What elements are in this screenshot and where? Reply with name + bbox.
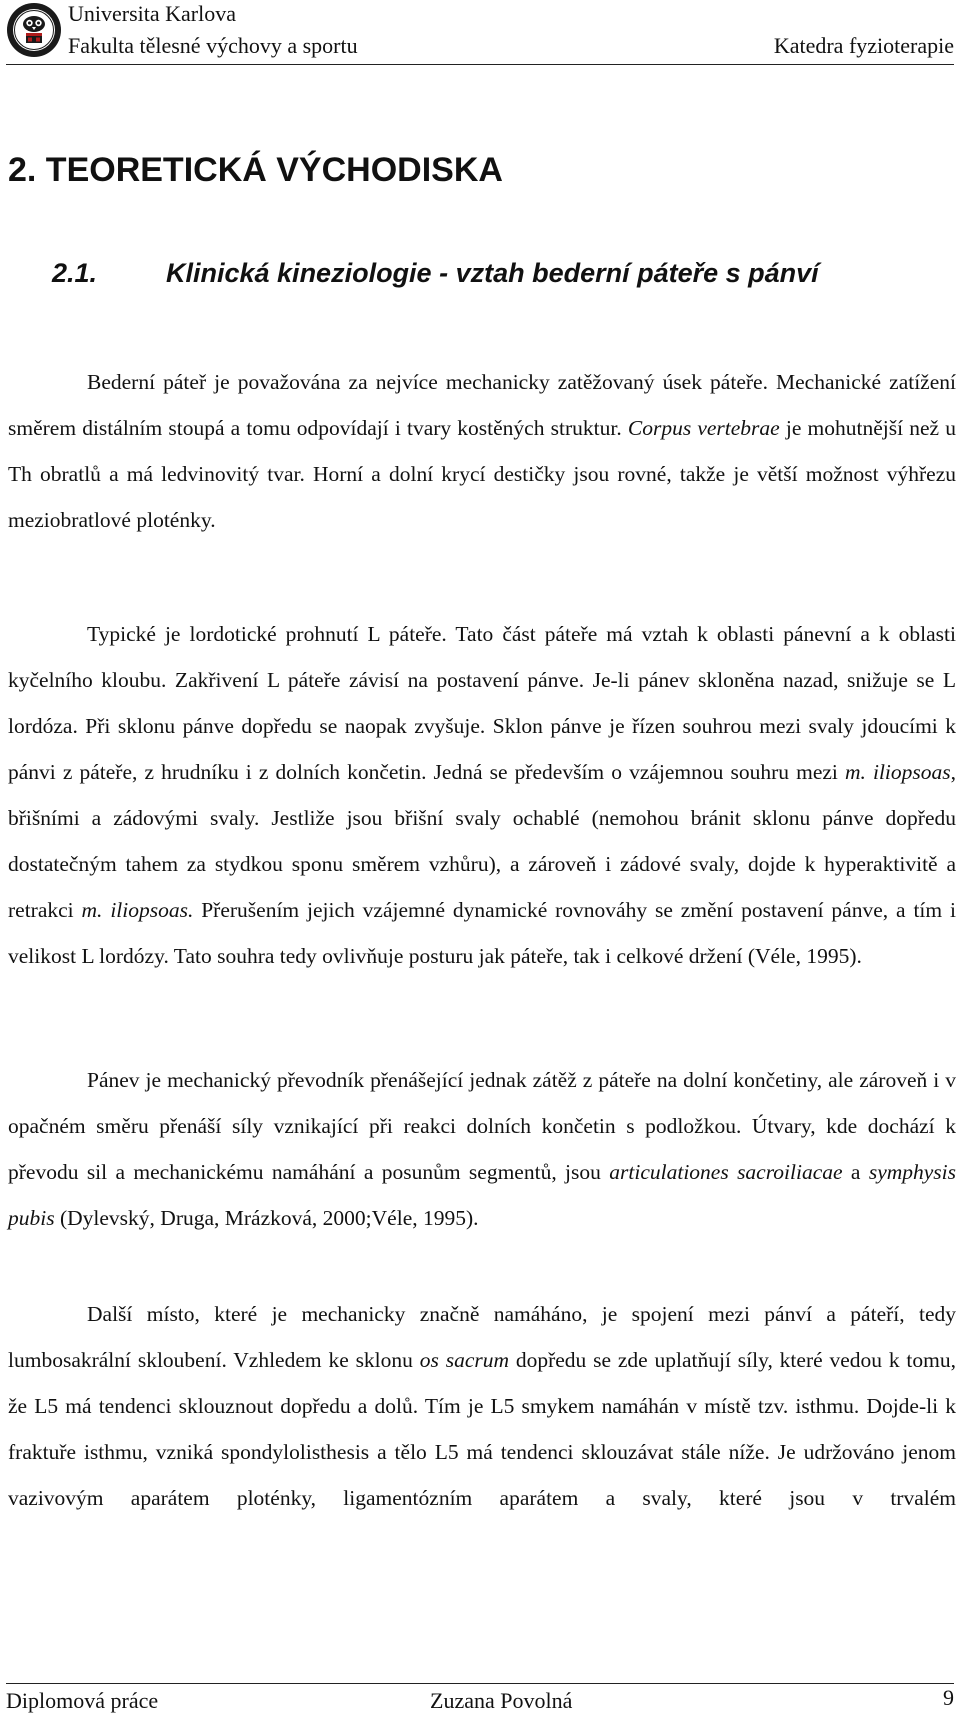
page-header [6,0,954,66]
paragraph-4 [8,1291,956,1521]
footer-document-type: Diplomová práce [6,1688,159,1713]
footer-divider [6,1683,954,1684]
page-number: 9 [943,1685,954,1710]
text-run: Další místo, které je mechanicky značně namáháno, je spojení mezi pánví a páteří, tedy lumbosakrální skloubení. Vzhledem ke sklonu [8,1302,956,1372]
paragraph [8,611,956,979]
italic-term: Corpus vertebrae [627,416,780,440]
university-seal-logo [6,2,62,58]
italic-term: m. iliopsoas. [81,898,194,922]
university-name: Universita Karlova [68,1,236,26]
section-number: 2.1. [52,258,98,288]
italic-term: os sacrum [419,1348,510,1372]
paragraph-1 [8,359,956,543]
faculty-name: Fakulta tělesné výchovy a sportu [68,33,358,58]
text-run: Bederní páteř je považována za nejvíce mechanicky zatěžovaný úsek páteře. Mechanické zatížení směrem distálním stoupá a tomu odpovídají i tvary kostěných struktur. [8,370,956,440]
italic-term: articulationes sacroiliacae [609,1160,843,1184]
paragraph-2 [8,611,956,979]
header-divider [6,64,954,65]
paragraph [8,1291,956,1521]
section-title: Klinická kineziologie - vztah bederní páteře s pánví [166,258,819,288]
paragraph [8,1057,956,1241]
section-heading [52,256,819,290]
text-run: , břišními a zádovými svaly. Jestliže jsou břišní svaly ochablé (nemohou bránit sklonu pánve dopředu dostatečným tahem za stydkou sponu směrem vzhůru), a zároveň i zádové svaly, dojde k hyperaktivitě a retrakci [8,760,957,922]
paragraph-3 [8,1057,956,1241]
text-run: a [842,1160,869,1184]
chapter-heading: 2. TEORETICKÁ VÝCHODISKA [8,151,503,189]
department-name: Katedra fyzioterapie [773,33,954,58]
text-run: je mohutnější než u Th obratlů a má ledvinovitý tvar. Horní a dolní krycí destičky jsou rovné, takže je větší možnost výhřezu meziobratlové ploténky. [8,416,956,532]
italic-term: symphysis pubis [8,1160,957,1230]
italic-term: m. iliopsoas [844,760,951,784]
footer-author: Zuzana Povolná [430,1688,573,1713]
text-run: Typické je lordotické prohnutí L páteře. Tato část páteře má vztah k oblasti pánevní a k oblasti kyčelního kloubu. Zakřivení L páteře závisí na postavení pánve. Je-li pánev skloněna nazad, snižuje se L lordóza. Při sklonu pánve dopředu se naopak zvyšuje. Sklon pánve je řízen souhrou mezi svaly jdoucími k pánvi z páteře, z hrudníku i z dolních končetin. Jedná se především o vzájemnou souhru mezi [8,622,956,784]
seal-icon [6,2,62,58]
text-run: dopředu se zde uplatňují síly, které vedou k tomu, že L5 má tendenci sklouznout dopředu a dolů. Tím je L5 smykem namáhán v místě tzv. isthmu. Dojde-li k fraktuře isthmu, vzniká spondylolisthesis a tělo L5 má tendenci sklouzávat stále níže. Je udržováno jenom vazivovým aparátem ploténky, ligamentózním aparátem a svaly, které jsou v trvalém [8,1348,957,1510]
paragraph [8,359,956,543]
text-run: Pánev je mechanický převodník přenášející jednak zátěž z páteře na dolní končetiny, ale zároveň i v opačném směru přenáší síly vznikající při reakci dolních končetin s podložkou. Útvary, kde dochází k převodu sil a mechanickému namáhání a posunům segmentů, jsou [8,1068,956,1184]
text-run: (Dylevský, Druga, Mrázková, 2000;Véle, 1995). [54,1206,479,1230]
text-run: Přerušením jejich vzájemné dynamické rovnováhy se změní postavení pánve, a tím i velikost L lordózy. Tato souhra tedy ovlivňuje posturu jak páteře, tak i celkové držení (Véle, 1995). [8,898,956,968]
